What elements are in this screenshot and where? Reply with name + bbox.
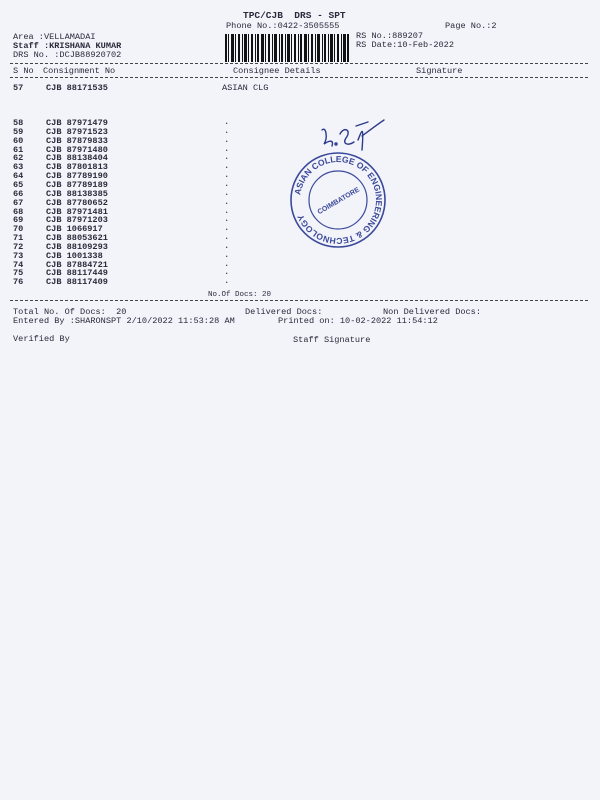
row-consignment: CJB 87971203	[46, 215, 108, 226]
col-sno: S No	[13, 66, 34, 76]
row-sno: 60	[13, 135, 24, 146]
row-sno: 66	[13, 188, 24, 199]
row-sno: 73	[13, 250, 24, 261]
row-consignment: CJB 88109293	[46, 241, 108, 252]
row-consignment: CJB 88171535	[46, 83, 108, 93]
row-consignee: ASIAN CLG	[222, 83, 269, 93]
row-consignment: CJB 87801813	[46, 162, 108, 173]
row-consignee-blank: .	[224, 249, 230, 260]
row-sno: 57	[13, 83, 24, 93]
staff-signature-label: Staff Signature	[293, 335, 371, 345]
barcode	[225, 34, 350, 62]
row-consignment: CJB 1001338	[46, 250, 103, 261]
row-consignment: CJB 87971479	[46, 118, 108, 128]
row-consignee-blank: .	[224, 258, 230, 269]
row-consignee-blank: .	[224, 267, 230, 278]
row-sno: 67	[13, 197, 24, 208]
area-field: Area :VELLAMADAI	[13, 32, 96, 42]
row-consignee-blank: .	[224, 152, 230, 163]
verified-by: Verified By	[13, 334, 70, 344]
divider	[10, 300, 588, 301]
docs-count: No.Of Docs: 20	[208, 291, 272, 299]
row-consignment: CJB 88117409	[46, 277, 108, 288]
row-consignee-blank: .	[224, 240, 230, 251]
row-sno: 62	[13, 153, 24, 164]
row-consignee-blank: .	[224, 170, 230, 181]
row-sno: 75	[13, 268, 24, 279]
row-sno: 65	[13, 179, 24, 190]
row-consignment: CJB 87884721	[46, 259, 108, 270]
row-consignee-blank: .	[224, 276, 230, 287]
divider	[10, 63, 588, 64]
row-consignee-blank: .	[224, 187, 230, 198]
row-consignee-blank: .	[224, 125, 230, 136]
row-consignee-blank: .	[224, 117, 230, 127]
divider	[10, 77, 588, 78]
sheet-title: TPC/CJB DRS - SPT	[243, 10, 346, 21]
row-sno: 72	[13, 241, 24, 252]
row-consignment: CJB 87879833	[46, 135, 108, 146]
row-consignment: CJB 88138385	[46, 188, 108, 199]
col-consignment: Consignment No	[43, 66, 116, 76]
non-delivered-docs: Non Delivered Docs:	[383, 307, 481, 317]
stamp-ring-text: ASIAN COLLEGE OF ENGINEERING & TECHNOLOGY	[292, 153, 385, 247]
printed-on: Printed on: 10-02-2022 11:54:12	[278, 316, 438, 326]
row-consignment: CJB 88138404	[46, 153, 108, 164]
row-consignment: CJB 88053621	[46, 233, 108, 244]
drs-number: DRS No. :DCJB88920702	[13, 50, 122, 60]
total-docs: Total No. Of Docs: 20	[13, 307, 127, 317]
phone-number: Phone No.:0422-3505555	[226, 21, 340, 31]
delivered-docs: Delivered Docs:	[245, 307, 323, 317]
row-sno: 64	[13, 171, 24, 182]
row-consignment: CJB 88117449	[46, 268, 108, 279]
row-consignment: CJB 1066917	[46, 224, 103, 235]
row-consignee-blank: .	[224, 232, 230, 243]
row-sno: 63	[13, 162, 24, 173]
row-consignment: CJB 87971480	[46, 144, 108, 155]
row-consignment: CJB 87789189	[46, 179, 108, 190]
staff-field: Staff :KRISHANA KUMAR	[13, 41, 122, 51]
row-sno: 68	[13, 206, 24, 217]
row-sno: 70	[13, 224, 24, 235]
college-seal-stamp	[288, 150, 388, 250]
row-consignee-blank: .	[224, 196, 230, 207]
row-consignee-blank: .	[224, 134, 230, 145]
row-consignment: CJB 87780652	[46, 197, 108, 208]
row-consignee-blank: .	[224, 223, 230, 234]
row-consignee-blank: .	[224, 143, 230, 154]
row-sno: 61	[13, 144, 24, 155]
row-sno: 74	[13, 259, 24, 270]
row-consignment: CJB 87971523	[46, 126, 108, 137]
row-consignee-blank: .	[224, 161, 230, 172]
row-sno: 58	[13, 118, 24, 128]
col-consignee: Consignee Details	[233, 66, 321, 76]
row-sno: 71	[13, 233, 24, 244]
page-number: Page No.:2	[445, 21, 497, 31]
stamp-center-text: COIMBATORE	[316, 186, 361, 217]
row-consignment: CJB 87971481	[46, 206, 108, 217]
row-consignee-blank: .	[224, 205, 230, 216]
col-signature: Signature	[416, 66, 463, 76]
row-sno: 69	[13, 215, 24, 226]
row-consignment: CJB 87789190	[46, 171, 108, 182]
rs-number: RS No.:889207	[356, 31, 424, 41]
entered-by: Entered By :SHARONSPT 2/10/2022 11:53:28 AM	[13, 316, 235, 326]
row-consignee-blank: .	[224, 214, 230, 225]
rs-date: RS Date:10-Feb-2022	[356, 40, 454, 50]
row-consignee-blank: .	[224, 178, 230, 189]
row-sno: 59	[13, 126, 24, 137]
row-sno: 76	[13, 277, 24, 288]
